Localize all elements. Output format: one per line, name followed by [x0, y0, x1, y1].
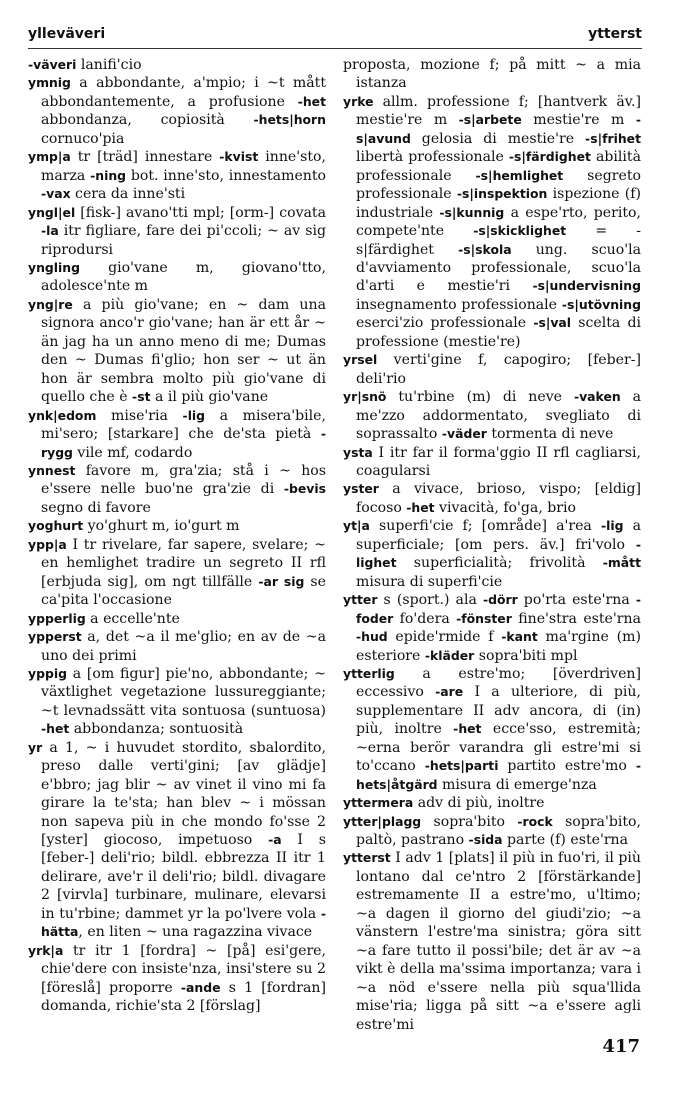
entry-subheadword: -la [41, 223, 59, 239]
entry-text: partito estre'mo [498, 758, 636, 775]
entry-text: I adv 1 [plats] il più in fuo'ri, il più lontano dal ce'ntro 2 [förstärkande] estremamente II a estre'mo, u'ltimo; ~a dagen il giorno del giudi'zio; ~a vänstern l'estre'ma sinistra; göra sitt ~a fare tutto il possi'bile; det är av ~a vikt è della ma'ssima importanza; vara i ~a nöd e'ssere nella più squa'llida mise'ria; ligga på sitt ~a e'ssere agli estre'mi [356, 850, 641, 1033]
entry-subheadword: -s|färdighet [508, 149, 591, 165]
entry-text: ung. scuo'la d'avviamento professionale, scuo'la d'arti e mestie'ri [356, 241, 641, 295]
entry-text: fine'stra este'rna [511, 610, 641, 627]
entry-text: ecce'sso, estremità; ~erna berör varandra gli estre'mi si to'ccano [356, 721, 641, 775]
entry-text: segno di favore [41, 499, 151, 516]
header-rule [28, 48, 642, 49]
entry-text: , en liten ~ una ragazzina vivace [78, 924, 313, 941]
entry-subheadword: -s|hemlighet [475, 167, 564, 183]
entry-text: tormenta di neve [486, 426, 614, 443]
entry-headword: yt|a [343, 518, 370, 534]
entry-text: se ca'pita l'occasione [41, 573, 327, 609]
dictionary-entry [28, 148, 326, 203]
entry-text: sopra'bito [421, 813, 518, 830]
entry-subheadword: -s|undervisning [532, 278, 641, 294]
entry-subheadword: -s|inspektion [456, 186, 548, 202]
entry-subheadword: -s|val [533, 315, 572, 331]
dictionary-entry [28, 56, 326, 74]
entry-headword: yppig [28, 665, 67, 681]
entry-subheadword: -het [453, 721, 482, 737]
dictionary-entry [28, 610, 326, 628]
dictionary-entry [343, 351, 641, 388]
entry-subheadword: -ning [90, 167, 127, 183]
entry-text: segreto professionale [356, 167, 641, 203]
entry-headword: yr|snö [343, 389, 387, 405]
entry-text: lanifi'cio [76, 57, 142, 73]
page-number: 417 [602, 1036, 640, 1057]
dictionary-entry [343, 93, 641, 351]
entry-headword: yrsel [343, 352, 378, 368]
entry-text: I itr far il forma'ggio II rfl cagliarsi, coagularsi [356, 444, 641, 479]
entry-subheadword: -het [406, 499, 435, 515]
entry-text: a più gio'vane; en ~ dam una signora anco'r gio'vane; han är ett år ~ än jag ha un anno meno di me; Dumas den ~ Dumas fi'glio; hon ser ~ ut än hon är sembra molto più gio'vane di quello che è [41, 296, 326, 406]
entry-headword: ytter [343, 592, 378, 608]
entry-subheadword: -s|skicklighet [473, 223, 567, 239]
entry-text: a il più gio'vane [150, 389, 269, 406]
entry-text: a me'zzo addormentato, svegliato di soprassalto [356, 389, 641, 443]
entry-headword: ypperst [28, 629, 82, 645]
entry-subheadword: -foder [356, 592, 641, 626]
entry-subheadword: -mått [602, 555, 641, 571]
entry-subheadword: -vaken [573, 389, 621, 405]
entry-text: a abbondante, a'mpio; i ~t mått abbondantemente, a profusione [41, 75, 326, 110]
entry-subheadword: -väder [441, 426, 487, 442]
entry-subheadword: -het [297, 93, 326, 109]
entry-text: tu'rbine (m) di neve [386, 389, 574, 406]
entry-text: a superficiale; [om pers. äv.] fri'volo [356, 518, 641, 553]
entry-subheadword: -hud [356, 629, 388, 645]
entry-subheadword: -rygg [41, 426, 326, 460]
entry-text: mise'ria [96, 407, 183, 424]
dictionary-entry [343, 517, 641, 591]
entry-headword: yngling [28, 259, 80, 275]
dictionary-entry [343, 56, 641, 93]
entry-subheadword: -a [268, 832, 282, 848]
entry-subheadword: -hets|parti [424, 758, 499, 774]
guide-word-right: ytterst [588, 26, 642, 42]
entry-text: superfi'cie f; [område] a'rea [369, 518, 601, 535]
entry-subheadword: -hets|åtgärd [356, 758, 641, 792]
entry-headword: ymp|a [28, 149, 71, 165]
entry-text: parte (f) este'rna [502, 832, 629, 849]
entry-text: ma'rgine (m) esteriore [356, 629, 641, 664]
entry-text: epide'rmide f [387, 629, 502, 646]
entry-subheadword: -hets|horn [253, 112, 326, 128]
right-column [343, 56, 641, 1034]
dictionary-entry [28, 665, 326, 739]
dictionary-entry [28, 942, 326, 1016]
entry-subheadword: -s|kunnig [439, 204, 505, 220]
entry-text: gelosia di mestie're [410, 130, 586, 147]
dictionary-entry [28, 204, 326, 259]
entry-text: cera da inne'sti [70, 186, 186, 203]
dictionary-entry [28, 259, 326, 296]
entry-subheadword: -kläder [424, 647, 475, 663]
entry-text: sopra'bito, paltò, pastrano [356, 813, 641, 849]
entry-text: itr figliare, fare dei pi'ccoli; ~ av sig riprodursi [41, 223, 326, 258]
dictionary-entry [28, 407, 326, 462]
entry-text: tr [träd] innestare [70, 149, 220, 166]
entry-headword: ynk|edom [28, 407, 97, 423]
entry-headword: yster [343, 481, 379, 497]
entry-text: proposta, mozione f; på mitt ~ a mia istanza [343, 57, 641, 92]
entry-text: insegnamento professionale [356, 296, 562, 313]
entry-headword: ynnest [28, 462, 76, 478]
entry-text: fo'dera [393, 610, 457, 627]
dictionary-entry [343, 849, 641, 1034]
entry-headword: yoghurt [28, 518, 84, 534]
entry-text: a espe'rto, perito, compete'nte [356, 204, 641, 240]
entry-text: gio'vane m, giovano'tto, adolesce'nte m [41, 259, 326, 295]
dictionary-entry [343, 794, 641, 812]
entry-headword: ypperlig [28, 610, 86, 626]
entry-subheadword: -st [132, 389, 151, 405]
entry-text: a vivace, brioso, vispo; [eldig] focoso [356, 481, 641, 516]
entry-subheadword: -ar sig [258, 573, 305, 589]
entry-subheadword: -s|frihet [585, 130, 641, 146]
entry-text: superficialità; frivolità [396, 555, 603, 572]
entry-text: a eccelle'nte [85, 610, 180, 627]
dictionary-entry [343, 591, 641, 665]
dictionary-entry [28, 739, 326, 942]
entry-subheadword: -kant [501, 629, 538, 645]
entry-headword: yr [28, 739, 43, 755]
dictionary-entry [343, 813, 641, 850]
entry-headword: ytterst [343, 850, 391, 866]
entry-subheadword: -dörr [482, 592, 518, 608]
entry-text: vile mf, codardo [72, 444, 193, 461]
entry-headword: yttermera [343, 795, 414, 811]
entry-subheadword: -bevis [283, 481, 326, 497]
entry-text: favore m, gra'zia; stå i ~ hos e'ssere nelle buo'ne gra'zie di [41, 462, 326, 498]
left-column [28, 56, 326, 1016]
entry-text: tr itr 1 [fordra] ~ [på] esi'gere, chie'dere con insiste'nza, insi'stere su 2 [föreslå] proporre [41, 942, 326, 996]
entry-text: po'rta este'rna [517, 592, 636, 609]
entry-subheadword: -lig [182, 407, 206, 423]
entry-text: allm. professione f; [hantverk äv.] mestie're m [356, 93, 641, 129]
entry-text: misura di emerge'nza [437, 776, 597, 793]
entry-subheadword: -kvist [219, 149, 259, 165]
entry-text: vivacità, fo'ga, brio [434, 499, 577, 516]
dictionary-entry [343, 480, 641, 517]
entry-text: libertà professionale [356, 149, 509, 166]
entry-headword: yrke [343, 93, 374, 109]
entry-subheadword: -lighet [356, 536, 641, 571]
entry-text: verti'gine f, capogiro; [feber-] deli'rio [356, 352, 641, 387]
entry-headword: yngl|el [28, 204, 76, 220]
entry-text: [fisk-] avano'tti mpl; [orm-] covata [75, 204, 326, 221]
entry-subheadword: -are [435, 684, 464, 700]
entry-headword: ytter|plagg [343, 813, 422, 829]
entry-text: ispezione (f) industriale [356, 186, 641, 221]
entry-text: = -s|färdighet [356, 223, 642, 258]
entry-text: a 1, ~ i huvudet stordito, sbalordito, preso dalle verti'gini; [av glädje] e'bbro; jag blir ~ av vinet il vino mi fa girare la te'sta; han blev ~ i mössan non sapeva più in che mondo fo'sse 2 [yster] giocoso, impetuoso [41, 739, 326, 849]
entry-headword: ypp|a [28, 536, 67, 552]
entry-subheadword: -ande [180, 979, 221, 995]
dictionary-entry [28, 536, 326, 610]
dictionary-entry [28, 74, 326, 148]
entry-headword: ytterlig [343, 665, 395, 681]
entry-subheadword: -s|utövning [561, 296, 641, 312]
entry-headword: yng|re [28, 296, 73, 312]
entry-text: a estre'mo; [överdriven] eccessivo [356, 665, 641, 701]
entry-subheadword: -het [41, 721, 70, 737]
entry-text: s (sport.) ala [377, 592, 483, 609]
entry-subheadword: -s|avund [356, 112, 641, 146]
dictionary-entry [343, 388, 641, 443]
entry-text: abbondanza, copiosità [41, 112, 254, 129]
entry-text: a [om figur] pie'no, abbondante; ~ växtlighet vegetazione lussureggiante; ~t levnadssätt vita sontuosa (suntuosa) [41, 665, 326, 719]
entry-subheadword: -sida [468, 832, 503, 848]
dictionary-entry [343, 665, 641, 794]
entry-text: eserci'zio professionale [356, 315, 534, 332]
guide-word-left: ylleväveri [28, 26, 106, 42]
entry-headword: ysta [343, 444, 373, 460]
entry-subheadword: -vax [41, 186, 71, 202]
entry-subheadword: -rock [517, 813, 553, 829]
entry-subheadword: -s|skola [458, 241, 512, 257]
entry-text: scelta di professione (mestie're) [356, 315, 641, 350]
entry-text: s 1 [fordran] domanda, richie'sta 2 [förslag] [41, 979, 326, 1015]
entry-text: I a ulteriore, di più, supplementare II adv ancora, di (in) più, inoltre [356, 684, 641, 738]
entry-headword: yrk|a [28, 942, 64, 958]
entry-text: I tr rivelare, far sapere, svelare; ~ en hemlighet tradire un segreto II rfl [erbjuda sig], om ngt tillfälle [41, 536, 326, 590]
entry-text: mestie're m [521, 112, 636, 129]
entry-subheadword: -s|arbete [458, 112, 522, 128]
dictionary-entry [28, 462, 326, 517]
entry-text: adv di più, inoltre [413, 795, 545, 812]
entry-text: a misera'bile, mi'sero; [starkare] che de'sta pietà [41, 407, 326, 443]
entry-text: I s [feber-] deli'rio; bildl. ebbrezza II itr 1 delirare, ave'r il deli'rio; bildl. divagare 2 [virvla] turbinare, mulinare, elevarsi in tu'rbine; dammet yr la po'lvere vola [41, 832, 326, 922]
entry-text: abbondanza; sontuosità [69, 721, 244, 738]
entry-text: abilità professionale [356, 149, 641, 184]
dictionary-entry [28, 296, 326, 407]
entry-text: inne'sto, marza [41, 149, 326, 184]
entry-subheadword: -fönster [456, 610, 512, 626]
entry-text: bot. inne'sto, innestamento [126, 167, 327, 184]
entry-subheadword: -hätta [41, 905, 326, 940]
entry-text: a, det ~a il me'glio; en av de ~a uno dei primi [41, 629, 326, 664]
entry-headword: ymnig [28, 75, 71, 91]
dictionary-entry [28, 628, 326, 665]
entry-text: misura di superfi'cie [356, 573, 503, 590]
dictionary-entry [28, 517, 326, 535]
entry-text: sopra'biti mpl [474, 647, 578, 664]
entry-text: yo'ghurt m, io'gurt m [83, 518, 240, 535]
entry-headword: -väveri [28, 57, 77, 72]
entry-subheadword: -lig [600, 518, 624, 534]
entry-text: cornuco'pia [41, 130, 125, 147]
dictionary-entry [343, 444, 641, 481]
